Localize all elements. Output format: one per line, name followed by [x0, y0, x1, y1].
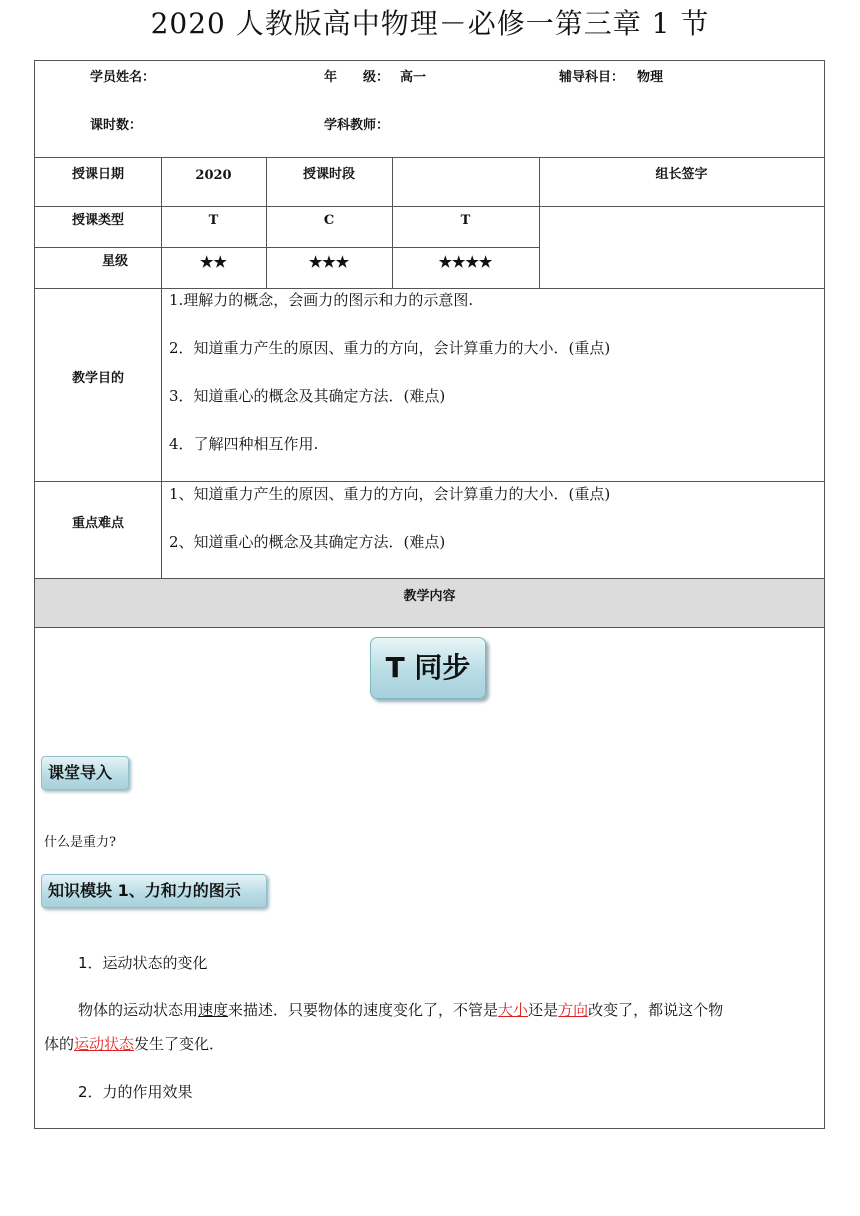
keyword-emphasis: 大小 [498, 1001, 529, 1019]
grade-label: 年 级： [324, 70, 390, 85]
objectives-label: 教学目的 [71, 371, 124, 386]
paragraph-text: 体的 [44, 1035, 75, 1053]
star-rating: ★★ [200, 253, 227, 271]
objective-item: 4．了解四种相互作用. [169, 435, 319, 453]
paragraph-text: 改变了，都说这个物 [588, 1001, 724, 1019]
star-rating: ★★★ [308, 253, 350, 271]
star-level-label: 星级 [101, 254, 128, 269]
module-badge: 知识模块 1、力和力的图示 [41, 874, 267, 908]
objective-item: 1.理解力的概念，会画力的图示和力的示意图. [169, 291, 474, 309]
teacher-label: 学科教师： [324, 118, 390, 133]
section-heading: 2．力的作用效果 [78, 1083, 193, 1101]
key-points-label: 重点难点 [71, 516, 124, 531]
period-label: 授课时段 [302, 167, 355, 182]
grade-value: 高一 [400, 70, 427, 85]
intro-badge: 课堂导入 [41, 756, 129, 790]
keyword: 速度 [198, 1001, 229, 1019]
objective-item: 2．知道重力产生的原因、重力的方向，会计算重力的大小．(重点) [169, 339, 611, 357]
paragraph-text: 物体的运动状态用 [78, 1001, 199, 1019]
date-label: 授课日期 [71, 167, 124, 182]
document-title: 2020 人教版高中物理－必修一第三章 1 节 [150, 7, 710, 40]
student-name-label: 学员姓名： [90, 70, 156, 85]
keyword-emphasis: 运动状态 [74, 1035, 135, 1053]
lesson-type-value: C [323, 213, 335, 228]
lesson-type-value: T [460, 213, 471, 228]
row-divider [35, 481, 824, 482]
sync-badge: T 同步 [370, 637, 486, 699]
date-value: 2020 [195, 168, 232, 183]
objective-item: 3．知道重心的概念及其确定方法．(难点) [169, 387, 446, 405]
paragraph-text: 还是 [528, 1001, 559, 1019]
key-point-item: 2、知道重心的概念及其确定方法．(难点) [169, 533, 446, 551]
intro-question: 什么是重力? [44, 835, 116, 850]
lesson-type-label: 授课类型 [71, 213, 124, 228]
leader-signature-label: 组长签字 [655, 167, 708, 182]
paragraph-text: 来描述．只要物体的速度变化了，不管是 [228, 1001, 499, 1019]
keyword-emphasis: 方向 [558, 1001, 589, 1019]
paragraph-line [78, 1000, 723, 1020]
section-heading: 1．运动状态的变化 [78, 954, 208, 972]
key-point-item: 1、知道重力产生的原因、重力的方向，会计算重力的大小．(重点) [169, 485, 611, 503]
lesson-type-value: T [208, 213, 219, 228]
row-divider [35, 206, 824, 207]
row-divider [35, 247, 540, 248]
content-section-title: 教学内容 [403, 589, 456, 604]
row-divider [35, 288, 824, 289]
paragraph-line [44, 1034, 224, 1054]
paragraph-text: 发生了变化． [134, 1035, 225, 1053]
row-divider [35, 627, 824, 628]
subject-label: 辅导科目： [559, 70, 625, 85]
star-rating: ★★★★ [438, 253, 493, 271]
class-hours-label: 课时数： [90, 118, 143, 133]
row-divider [35, 157, 824, 158]
subject-value: 物理 [637, 70, 664, 85]
